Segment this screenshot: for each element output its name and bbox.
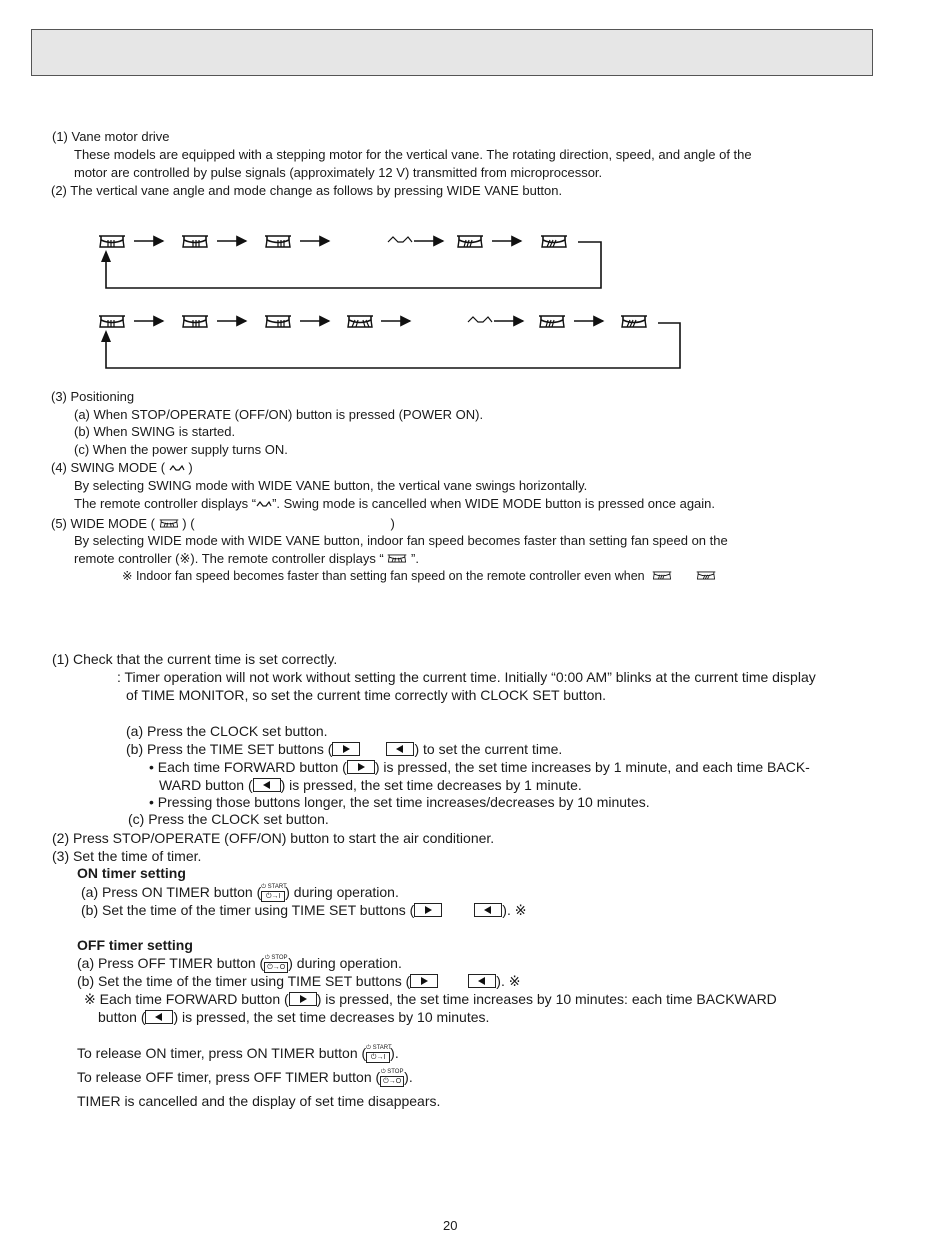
timer-cancel-note: TIMER is cancelled and the display of set time disappears. xyxy=(77,1093,441,1109)
swing-icon-r1 xyxy=(388,237,412,242)
release-on-end: ). xyxy=(390,1045,399,1061)
swing-mode-text-1: By selecting SWING mode with WIDE VANE button, the vertical vane swings horizontally. xyxy=(74,478,588,493)
wide-vane-icon xyxy=(387,553,407,564)
backward-button-icon xyxy=(145,1010,173,1024)
off-timer-a-end: ) during operation. xyxy=(288,955,402,971)
off-timer-button-caption: ⏻ STOP xyxy=(380,1069,404,1075)
vane-icon-r2-5 xyxy=(539,316,565,327)
forward-button-icon xyxy=(410,974,438,988)
release-on-timer xyxy=(77,1045,399,1062)
swing-icon-r2 xyxy=(468,317,492,322)
backward-button-icon xyxy=(474,903,502,917)
off-timer-button-face: ⏻→O xyxy=(380,1076,404,1087)
off-timer-b xyxy=(77,974,520,988)
off-timer-button-caption: ⏻ STOP xyxy=(264,955,288,961)
on-timer-b-end: ). ※ xyxy=(502,902,527,918)
vane-motor-text-2: motor are controlled by pulse signals (approximately 12 V) transmitted from microprocessor. xyxy=(74,165,603,180)
timer-step-1-note-2: of TIME MONITOR, so set the current time correctly with CLOCK SET button. xyxy=(126,687,607,703)
vane-icon-r1-5 xyxy=(541,236,567,247)
on-timer-a xyxy=(81,884,399,901)
timer-step-1b-end: ) to set the current time. xyxy=(414,741,563,757)
on-timer-heading: ON timer setting xyxy=(77,865,186,881)
vane-sequence-diagram xyxy=(0,0,950,400)
vane-motor-heading: (1) Vane motor drive xyxy=(52,129,170,144)
off-timer-button-face: ⏻→O xyxy=(264,962,288,973)
timer-note-c: button ( xyxy=(98,1009,146,1025)
return-line-r2 xyxy=(106,323,680,368)
wide-mode-text-2b: ”. xyxy=(411,551,419,566)
backward-button-icon xyxy=(253,778,281,792)
swing-mode-text-2 xyxy=(74,497,715,510)
vane-icon-r2-6 xyxy=(621,316,647,327)
timer-note-a: ※ Each time FORWARD button ( xyxy=(84,991,289,1007)
timer-step-1: (1) Check that the current time is set correctly. xyxy=(52,651,338,667)
vane-icon-r2-3 xyxy=(265,316,291,327)
vane-icon-r1-3 xyxy=(265,236,291,247)
timer-step-1c: (c) Press the CLOCK set button. xyxy=(128,811,329,827)
wide-mode-text-1: By selecting WIDE mode with WIDE VANE button, indoor fan speed becomes faster than setting fan speed on the xyxy=(74,533,728,548)
vane-icon-r1-1 xyxy=(99,236,125,247)
release-off-end: ). xyxy=(404,1069,413,1085)
off-timer-a xyxy=(77,955,402,972)
off-timer-b-text: (b) Set the time of the timer using TIME SET buttons ( xyxy=(77,973,411,989)
wide-mode-text-2a: remote controller (※). The remote controller displays “ xyxy=(74,551,384,566)
return-arrowhead-r1 xyxy=(101,250,111,262)
vane-icon-r1-4 xyxy=(457,236,483,247)
timer-step-1a: (a) Press the CLOCK set button. xyxy=(126,723,328,739)
release-off-text: To release OFF timer, press OFF TIMER button ( xyxy=(77,1069,381,1085)
vane-icon-r2-2 xyxy=(182,316,208,327)
vane-icon-r2-4-wide xyxy=(347,316,373,327)
wide-mode-heading-text: (5) WIDE MODE ( xyxy=(51,516,155,531)
swing-mode-heading-text: (4) SWING MODE ( xyxy=(51,460,166,475)
off-timer-b-end: ). ※ xyxy=(496,973,521,989)
timer-step-2: (2) Press STOP/OPERATE (OFF/ON) button to start the air conditioner. xyxy=(52,830,495,846)
wide-vane-icon xyxy=(159,518,179,529)
forward-button-icon xyxy=(414,903,442,917)
timer-bullet-2: • Pressing those buttons longer, the set time increases/decreases by 10 minutes. xyxy=(149,794,650,810)
timer-step-1-note-1: : Timer operation will not work without setting the current time. Initially “0:00 AM” blinks at the current time display xyxy=(117,669,816,685)
timer-bullet-1-c: WARD button ( xyxy=(159,777,253,793)
timer-step-3: (3) Set the time of timer. xyxy=(52,848,202,864)
swing-mode-heading-close: ) xyxy=(188,460,193,475)
positioning-b: (b) When SWING is started. xyxy=(74,424,236,439)
on-timer-a-text: (a) Press ON TIMER button ( xyxy=(81,884,262,900)
timer-bullet-1-cont xyxy=(159,778,582,792)
wide-mode-note-text: ※ Indoor fan speed becomes faster than setting fan speed on the remote controller even when xyxy=(122,569,645,583)
on-timer-b xyxy=(81,903,526,917)
timer-bullet-1-d: ) is pressed, the set time decreases by 1 minute. xyxy=(280,777,582,793)
off-timer-heading: OFF timer setting xyxy=(77,937,193,953)
positioning-a: (a) When STOP/OPERATE (OFF/ON) button is pressed (POWER ON). xyxy=(74,407,484,422)
vane-icon-r2-1 xyxy=(99,316,125,327)
timer-note-b: ) is pressed, the set time increases by 10 minutes: each time BACKWARD xyxy=(316,991,777,1007)
wide-mode-heading xyxy=(51,517,395,530)
on-timer-button-face: ⏻→I xyxy=(261,891,285,902)
on-timer-button-icon xyxy=(366,1045,390,1062)
timer-step-1b xyxy=(126,742,562,756)
wide-mode-heading-mid: ) ( xyxy=(182,516,195,531)
off-timer-button-icon xyxy=(264,955,288,972)
timer-bullet-1-b: ) is pressed, the set time increases by 1 minute, and each time BACK- xyxy=(374,759,810,775)
on-timer-button-face: ⏻→I xyxy=(366,1052,390,1063)
forward-button-icon xyxy=(332,742,360,756)
swing-mode-text-2a: The remote controller displays “ xyxy=(74,496,257,511)
release-on-text: To release ON timer, press ON TIMER button ( xyxy=(77,1045,367,1061)
off-timer-button-icon xyxy=(380,1069,404,1086)
vane-icon-r1-2 xyxy=(182,236,208,247)
positioning-c: (c) When the power supply turns ON. xyxy=(74,442,288,457)
timer-bullet-1 xyxy=(149,760,810,774)
swing-icon xyxy=(169,463,185,473)
return-line-r1 xyxy=(106,242,601,288)
vane-angle-heading: (2) The vertical vane angle and mode change as follows by pressing WIDE VANE button. xyxy=(51,183,563,198)
vane-position-icon xyxy=(652,570,672,581)
backward-button-icon xyxy=(386,742,414,756)
timer-note-d: ) is pressed, the set time decreases by 10 minutes. xyxy=(173,1009,490,1025)
backward-button-icon xyxy=(468,974,496,988)
swing-icon xyxy=(256,499,272,509)
forward-button-icon xyxy=(289,992,317,1006)
swing-mode-heading xyxy=(51,461,193,474)
positioning-heading: (3) Positioning xyxy=(51,389,135,404)
timer-bullet-1-a: • Each time FORWARD button ( xyxy=(149,759,347,775)
on-timer-button-icon xyxy=(261,884,285,901)
vane-position-icon xyxy=(696,570,716,581)
timer-note-cont xyxy=(98,1010,489,1024)
on-timer-a-end: ) during operation. xyxy=(285,884,399,900)
forward-button-icon xyxy=(347,760,375,774)
swing-mode-text-2b: ”. Swing mode is cancelled when WIDE MODE button is pressed once again. xyxy=(272,496,716,511)
wide-mode-text-2 xyxy=(74,552,419,565)
page-number: 20 xyxy=(443,1218,458,1233)
wide-mode-heading-close: ) xyxy=(390,516,395,531)
on-timer-button-caption: ⏻ START xyxy=(366,1045,392,1051)
wide-mode-note xyxy=(122,570,716,583)
timer-step-1b-text: (b) Press the TIME SET buttons ( xyxy=(126,741,333,757)
release-off-timer xyxy=(77,1069,413,1086)
timer-note xyxy=(84,992,777,1006)
on-timer-b-text: (b) Set the time of the timer using TIME SET buttons ( xyxy=(81,902,415,918)
on-timer-button-caption: ⏻ START xyxy=(261,884,287,890)
return-arrowhead-r2 xyxy=(101,330,111,342)
vane-motor-text-1: These models are equipped with a stepping motor for the vertical vane. The rotating direction, speed, and angle of the xyxy=(74,147,752,162)
off-timer-a-text: (a) Press OFF TIMER button ( xyxy=(77,955,265,971)
